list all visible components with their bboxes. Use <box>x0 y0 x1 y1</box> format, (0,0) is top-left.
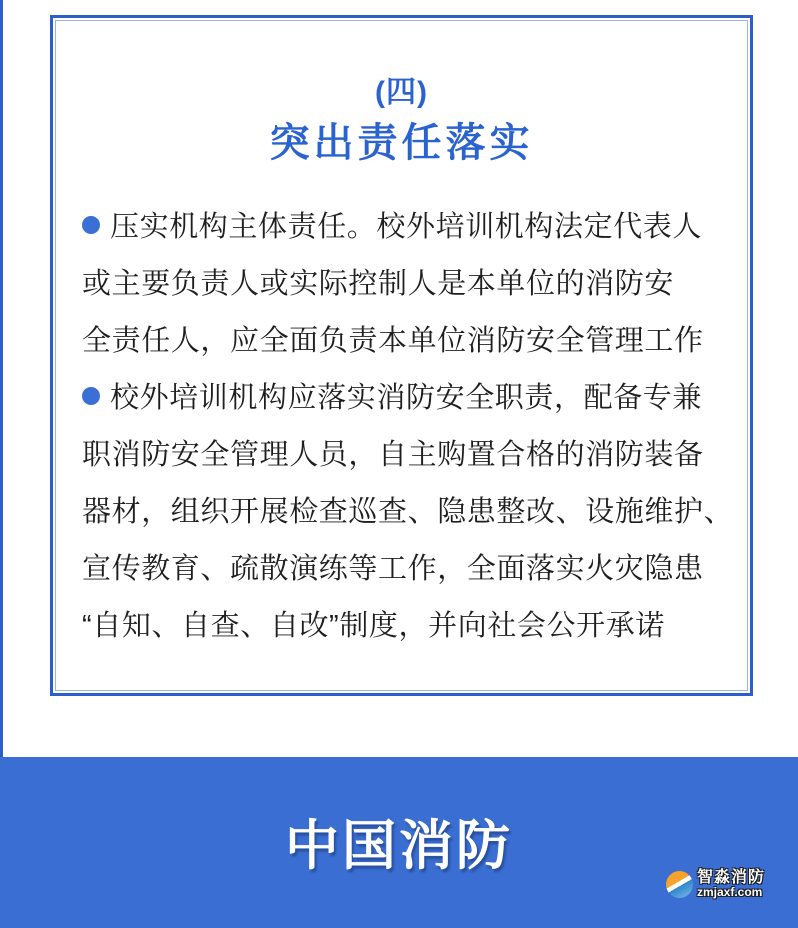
body-line-text: “自知、自查、自改”制度，并向社会公开承诺 <box>82 610 665 642</box>
body-line <box>82 595 740 652</box>
body-text <box>82 196 740 652</box>
body-line-text: 器材，组织开展检查巡查、隐患整改、设施维护、 <box>82 496 734 528</box>
body-line <box>82 196 740 253</box>
body-line <box>82 481 740 538</box>
content-card <box>50 15 753 696</box>
body-line-text: 全责任人，应全面负责本单位消防安全管理工作 <box>82 325 704 357</box>
section-title: 突出责任落实 <box>269 121 534 165</box>
body-line-text: 压实机构主体责任。校外培训机构法定代表人 <box>110 211 703 243</box>
footer-banner <box>0 757 798 928</box>
body-line <box>82 367 740 424</box>
watermark-text <box>697 869 765 899</box>
watermark-name: 智淼消防 <box>697 869 766 886</box>
body-line-text: 职消防安全管理人员，自主购置合格的消防装备 <box>82 439 704 471</box>
body-line <box>82 310 740 367</box>
bullet-dot-icon <box>82 387 100 405</box>
body-line-text: 校外培训机构应落实消防安全职责，配备专兼 <box>110 382 703 414</box>
watermark <box>666 869 765 899</box>
zm-logo-icon <box>666 871 693 898</box>
brand-title: 中国消防 <box>285 815 513 876</box>
bullet-dot-icon <box>82 216 100 234</box>
body-line-text: 宣传教育、疏散演练等工作，全面落实火灾隐患 <box>82 553 704 585</box>
body-line <box>82 253 740 310</box>
section-number: (四) <box>375 76 428 109</box>
watermark-url: zmjaxf.com <box>697 885 763 899</box>
body-line <box>82 424 740 481</box>
body-line <box>82 538 740 595</box>
body-line-text: 或主要负责人或实际控制人是本单位的消防安 <box>82 268 675 300</box>
